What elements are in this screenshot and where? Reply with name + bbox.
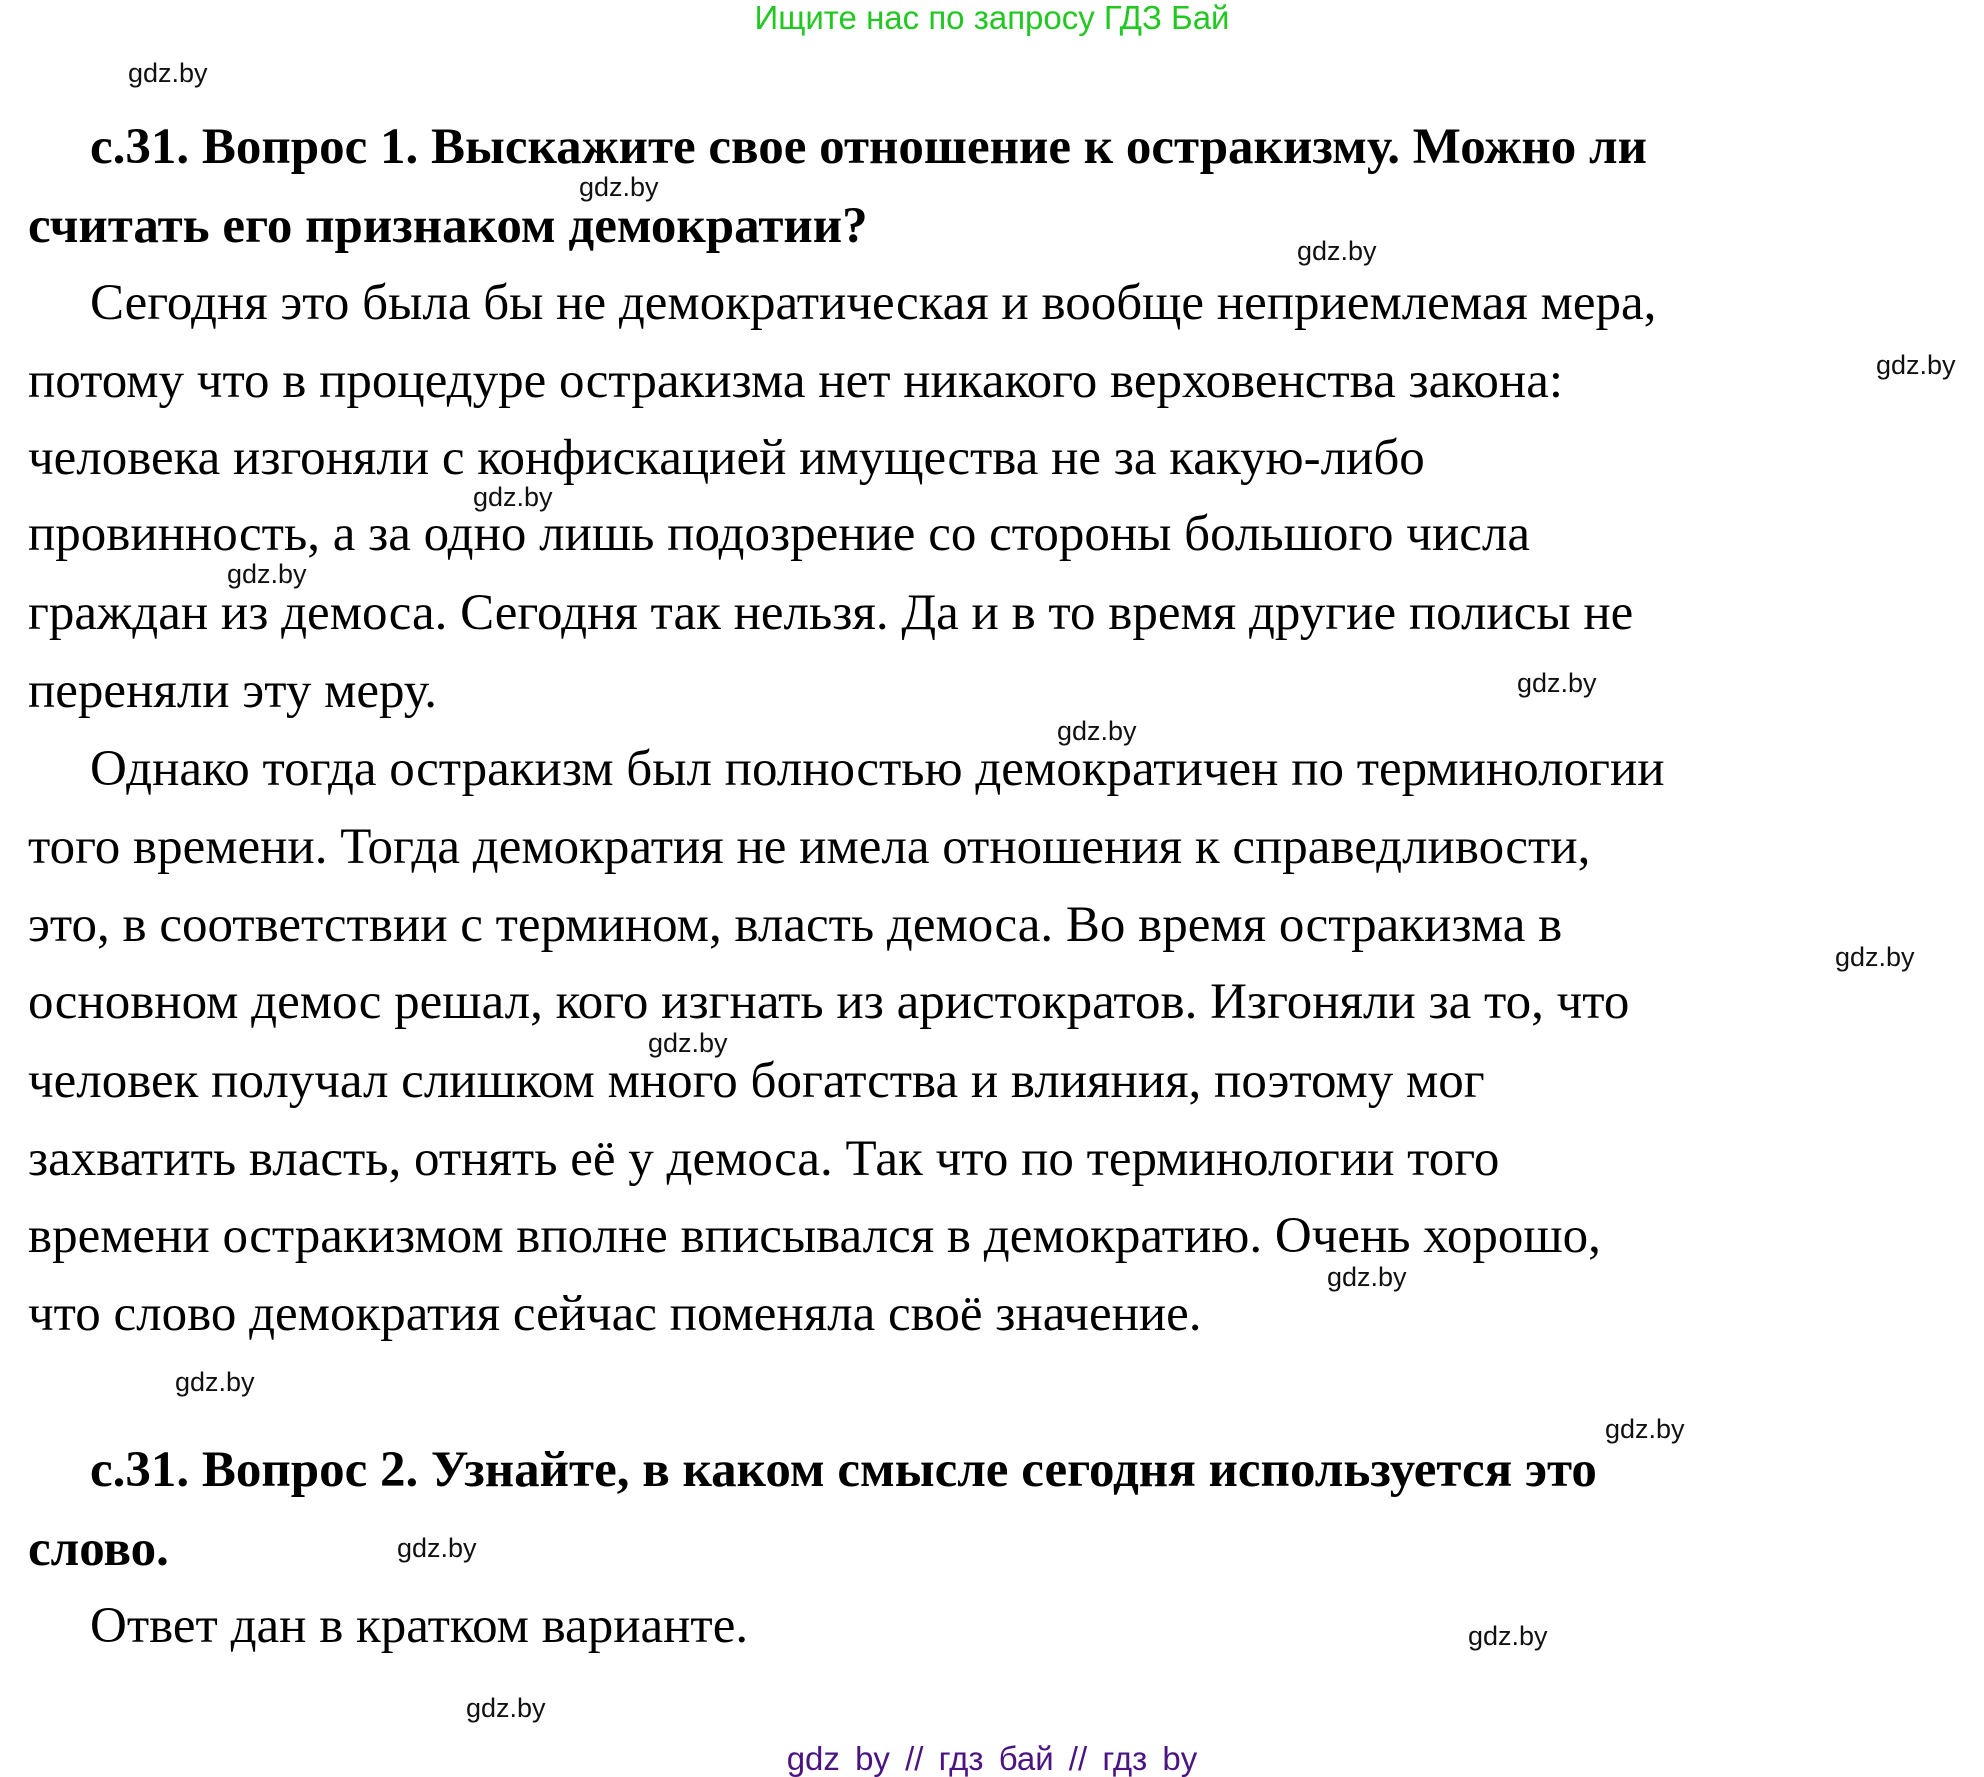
watermark: gdz.by: [1297, 236, 1377, 266]
watermark: gdz.by: [1057, 716, 1137, 746]
watermark: gdz.by: [1517, 668, 1597, 698]
watermark: gdz.by: [648, 1028, 728, 1058]
paragraph2-line-7: времени остракизмом вполне вписывался в демократию. Очень хорошо,: [28, 1208, 1601, 1264]
watermark: gdz.by: [128, 58, 208, 88]
watermark: gdz.by: [397, 1533, 477, 1563]
watermark: gdz.by: [466, 1693, 546, 1723]
paragraph2-line-1: Однако тогда остракизм был полностью демократичен по терминологии: [90, 741, 1665, 797]
question1-heading-line-1: с.31. Вопрос 1. Выскажите свое отношение к остракизму. Можно ли: [90, 119, 1648, 175]
paragraph2-line-4: основном демос решал, кого изгнать из аристократов. Изгоняли за то, что: [28, 974, 1630, 1030]
footer-links: gdz by // гдз бай // гдз by: [786, 1740, 1198, 1777]
paragraph2-line-6: захватить власть, отнять её у демоса. Так что по терминологии того: [28, 1131, 1500, 1187]
paragraph1-line-2: потому что в процедуре остракизма нет никакого верховенства закона:: [28, 353, 1564, 409]
paragraph2-line-8: что слово демократия сейчас поменяла своё значение.: [28, 1286, 1202, 1342]
question2-answer: Ответ дан в кратком варианте.: [90, 1598, 749, 1654]
paragraph2-line-5: человек получал слишком много богатства и влияния, поэтому мог: [28, 1053, 1485, 1109]
watermark: gdz.by: [175, 1367, 255, 1397]
paragraph2-line-3: это, в соответствии с термином, власть демоса. Во время остракизма в: [28, 897, 1563, 953]
question1-heading-line-2: считать его признаком демократии?: [28, 198, 868, 254]
watermark: gdz.by: [1468, 1621, 1548, 1651]
paragraph1-line-3: человека изгоняли с конфискацией имущества не за какую-либо: [28, 430, 1425, 486]
paragraph1-line-5: граждан из демоса. Сегодня так нельзя. Да и в то время другие полисы не: [28, 585, 1634, 641]
paragraph1-line-6: переняли эту меру.: [28, 663, 437, 719]
watermark: gdz.by: [1876, 350, 1956, 380]
question2-heading-line-2: слово.: [28, 1521, 169, 1577]
paragraph2-line-2: того времени. Тогда демократия не имела отношения к справедливости,: [28, 819, 1591, 875]
watermark: gdz.by: [227, 559, 307, 589]
watermark: gdz.by: [1327, 1262, 1407, 1292]
paragraph1-line-1: Сегодня это была бы не демократическая и вообще неприемлемая мера,: [90, 275, 1657, 331]
paragraph1-line-4: провинность, а за одно лишь подозрение со стороны большого числа: [28, 506, 1530, 562]
question2-heading-line-1: с.31. Вопрос 2. Узнайте, в каком смысле сегодня используется это: [90, 1442, 1597, 1498]
watermark: gdz.by: [1605, 1414, 1685, 1444]
watermark: gdz.by: [473, 482, 553, 512]
watermark: gdz.by: [579, 172, 659, 202]
search-banner: Ищите нас по запросу ГДЗ Бай: [754, 0, 1230, 36]
watermark: gdz.by: [1835, 942, 1915, 972]
